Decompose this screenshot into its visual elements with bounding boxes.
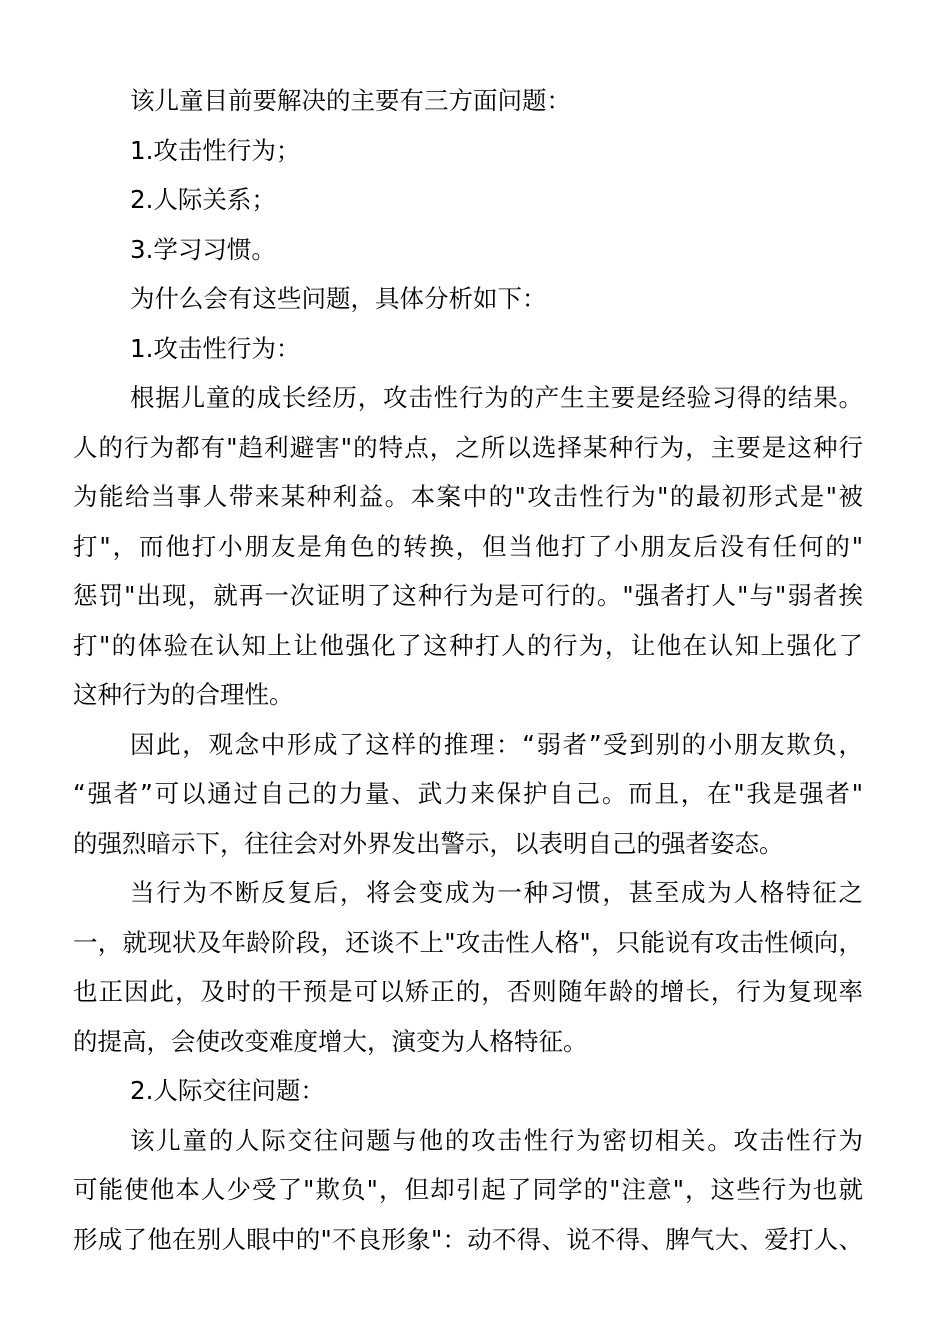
text-line: 的强烈暗示下，往往会对外界发出警示，以表明自己的强者姿态。 (73, 828, 784, 858)
text-line: 当行为不断反复后，将会变成为一种习惯，甚至成为人格特征之 (130, 878, 863, 907)
text-line: 1.攻击性行为： (130, 333, 301, 363)
text-line: 因此，观念中形成了这样的推理：“弱者”受到别的小朋友欺负， (130, 729, 863, 759)
text-line: “强者”可以通过自己的力量、武力来保护自己。而且，在"我是强者" (73, 779, 863, 808)
text-line: 打"的体验在认知上让他强化了这种打人的行为，让他在认知上强化了 (73, 630, 863, 660)
text-line: 根据儿童的成长经历，攻击性行为的产生主要是经验习得的结果。 (130, 383, 863, 412)
text-line: 的提高，会使改变难度增大，演变为人格特征。 (73, 1026, 588, 1056)
text-line: 这种行为的合理性。 (73, 680, 294, 709)
text-line: 该儿童的人际交往问题与他的攻击性行为密切相关。攻击性行为 (130, 1125, 863, 1155)
text-line: 也正因此，及时的干预是可以矫正的，否则随年龄的增长，行为复现率 (73, 977, 863, 1006)
text-line: 2.人际关系； (130, 185, 276, 214)
text-line: 该儿童目前要解决的主要有三方面问题： (130, 86, 571, 115)
text-line: 3.学习习惯。 (130, 234, 276, 264)
text-line: 打"，而他打小朋友是角色的转换，但当他打了小朋友后没有任何的" (73, 531, 863, 561)
text-line: 1.攻击性行为； (130, 135, 301, 165)
text-line: 为什么会有这些问题，具体分析如下： (130, 284, 547, 313)
text-line: 人的行为都有"趋利避害"的特点，之所以选择某种行为，主要是这种行 (73, 432, 863, 462)
text-line: 形成了他在别人眼中的"不良形象"：动不得、说不得、脾气大、爱打人、 (73, 1224, 863, 1254)
document-page (73, 76, 863, 1264)
text-line: 一，就现状及年龄阶段，还谈不上"攻击性人格"，只能说有攻击性倾向， (73, 927, 863, 957)
text-line: 2.人际交往问题： (130, 1076, 325, 1105)
text-line: 为能给当事人带来某种利益。本案中的"攻击性行为"的最初形式是"被 (73, 482, 863, 511)
text-line: 可能使他本人少受了"欺负"，但却引起了同学的"注意"，这些行为也就 (73, 1175, 863, 1204)
text-line: 惩罚"出现，就再一次证明了这种行为是可行的。"强者打人"与"弱者挨 (73, 581, 863, 610)
